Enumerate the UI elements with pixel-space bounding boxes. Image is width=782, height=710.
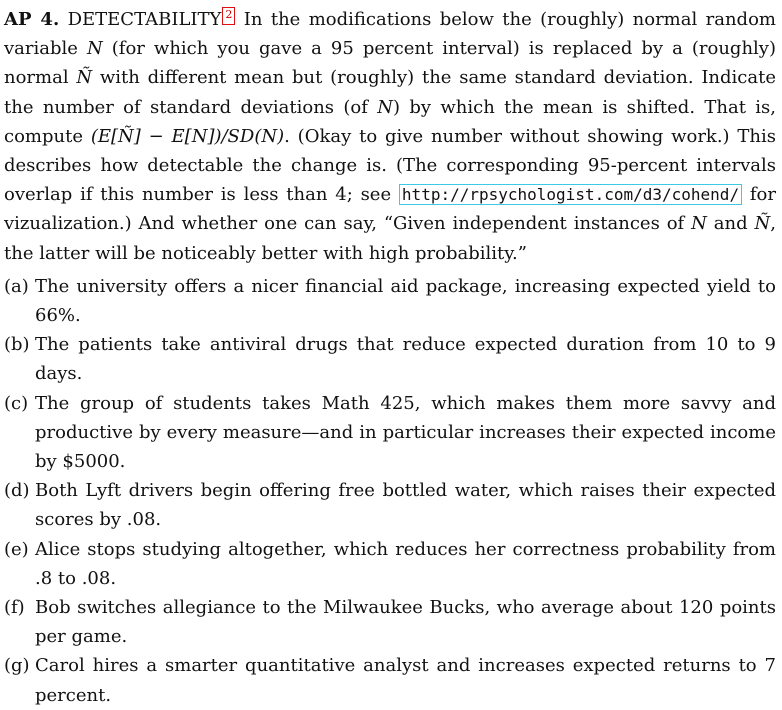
intro-text-3: with different mean but (roughly) the same standard deviation. Indicate the number of standard deviations (of	[4, 67, 777, 118]
cohend-url-link[interactable]: http://rpsychologist.com/d3/cohend/	[399, 184, 742, 205]
problem-title: DETECTABILITY	[67, 9, 222, 30]
part-label: (g)	[4, 655, 30, 677]
variable-n: N	[86, 38, 103, 60]
footnote-link[interactable]: 2	[222, 7, 235, 25]
list-item	[4, 651, 776, 709]
intro-text-6: for vizualization.) And whether one can say, “Given independent instances of	[4, 184, 776, 235]
part-text: Alice stops studying altogether, which reduces her correctness probability from .8 to .08.	[35, 538, 776, 589]
variable-n-tilde: Ñ	[76, 67, 93, 89]
part-label: (d)	[4, 480, 30, 502]
part-text: The university offers a nicer financial aid package, increasing expected yield to 66%.	[35, 275, 776, 327]
variable-n: N	[377, 96, 393, 118]
problem-number: AP 4.	[4, 9, 60, 30]
part-label: (c)	[4, 392, 29, 414]
part-text: The patients take antiviral drugs that reduce expected duration from 10 to 9 days.	[35, 334, 776, 385]
list-item	[4, 389, 776, 477]
intro-text-4: ) by which the mean is shifted. That is, compute	[4, 96, 777, 147]
part-label: (f)	[4, 597, 25, 619]
part-text: Carol hires a smarter quantitative analyst and increases expected returns to 7 percent.	[35, 655, 776, 706]
part-text: Bob switches allegiance to the Milwaukee Bucks, who average about 120 points per game.	[35, 597, 776, 648]
intro-text-8: , the latter will be noticeably better with high probability.”	[4, 213, 776, 264]
part-text: The group of students takes Math 425, which makes them more savvy and productive by every measure—and in particular increases their expected income by $5000.	[35, 392, 776, 473]
shift-formula: (E[Ñ] − E[N])/SD(N)	[90, 125, 285, 147]
part-label: (e)	[4, 538, 29, 560]
part-label: (b)	[4, 334, 30, 356]
list-item	[4, 593, 776, 651]
problem-statement	[4, 5, 776, 268]
part-text: Both Lyft drivers begin offering free bottled water, which raises their expected scores by .08.	[35, 480, 776, 531]
list-item	[4, 272, 776, 330]
part-label: (a)	[4, 275, 29, 297]
intro-text-1: In the modifications below the (roughly) normal random variable	[4, 9, 776, 60]
variable-n-tilde: Ñ	[754, 213, 771, 235]
list-item	[4, 330, 776, 388]
intro-text-5: . (Okay to give number without showing work.) This describes how detectable the change is. (The corresponding 95-percent intervals overlap if this number is less than 4; see	[4, 125, 777, 206]
list-item	[4, 476, 776, 534]
intro-text-7: and	[706, 213, 755, 235]
variable-n: N	[691, 213, 707, 235]
list-item	[4, 535, 776, 593]
parts-list	[4, 272, 776, 710]
intro-text-2: (for which you gave a 95 percent interval) is replaced by a (roughly) normal	[4, 38, 776, 89]
